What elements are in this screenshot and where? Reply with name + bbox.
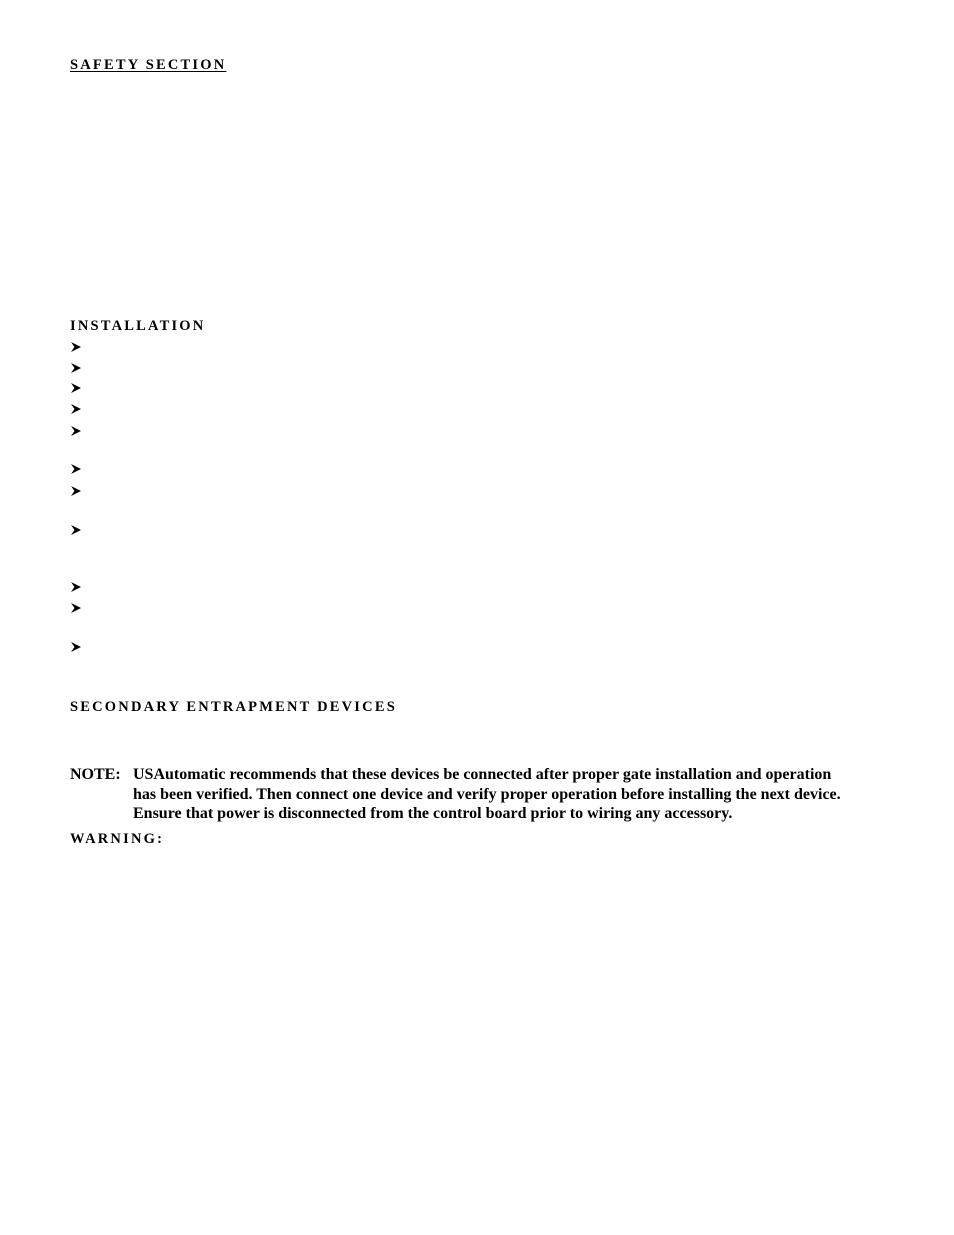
installation-heading: INSTALLATION — [70, 318, 206, 334]
arrowhead-bullet-icon — [70, 641, 84, 655]
safety-section-heading: SAFETY SECTION — [70, 57, 227, 73]
arrowhead-bullet-icon — [70, 341, 84, 355]
arrowhead-bullet-icon — [70, 382, 84, 396]
note-line: Ensure that power is disconnected from the control board prior to wiring any accessory. — [133, 805, 733, 822]
secondary-entrapment-devices-heading: SECONDARY ENTRAPMENT DEVICES — [70, 699, 397, 715]
arrowhead-bullet-icon — [70, 362, 84, 376]
arrowhead-bullet-icon — [70, 581, 84, 595]
arrowhead-bullet-icon — [70, 485, 84, 499]
note-line: has been verified. Then connect one device and verify proper operation before installing the next device. — [133, 785, 841, 803]
note-label: NOTE: — [70, 766, 121, 783]
arrowhead-bullet-icon — [70, 425, 84, 439]
warning-heading: WARNING: — [70, 831, 165, 847]
arrowhead-bullet-icon — [70, 463, 84, 477]
note-body — [133, 765, 903, 824]
arrowhead-bullet-icon — [70, 602, 84, 616]
note-line: USAutomatic recommends that these devices be connected after proper gate installation and operation — [133, 766, 832, 783]
arrowhead-bullet-icon — [70, 403, 84, 417]
arrowhead-bullet-icon — [70, 524, 84, 538]
